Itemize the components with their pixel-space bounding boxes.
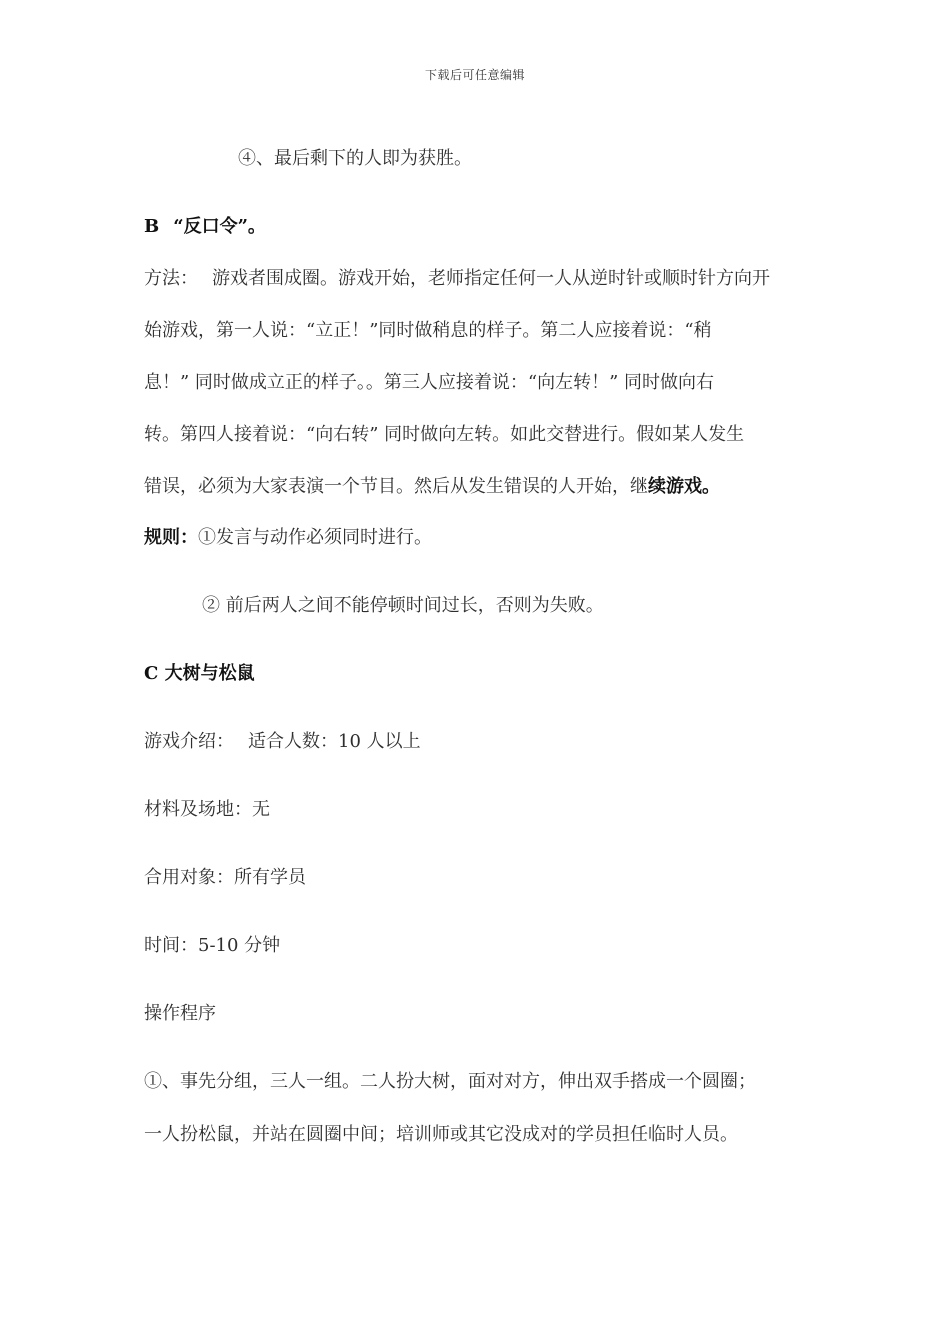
method-line-1 (144, 267, 770, 291)
method-text-5-bold: 续游戏。 (648, 476, 720, 497)
procedure-title: 操作程序 (144, 1003, 216, 1024)
audience-line: 合用对象：所有学员 (144, 867, 306, 888)
method-text-5: 错误，必须为大家表演一个节目。然后从发生错误的人开始，继 (144, 476, 648, 497)
intro-label: 游戏介绍： (144, 731, 234, 752)
method-label: 方法： (144, 268, 198, 289)
section-b-letter: B (144, 216, 160, 237)
section-b-title: “反口令”。 (173, 216, 266, 237)
section-c-heading: C 大树与松鼠 (144, 663, 255, 684)
procedure-line-1: ①、事先分组，三人一组。二人扮大树，面对对方，伸出双手搭成一个圆圈； (144, 1071, 756, 1092)
rule-item-4: ④、最后剩下的人即为获胜。 (238, 148, 472, 169)
method-line-2: 始游戏，第一人说：“立正！”同时做稍息的样子。第二人应接着说：“稍 (144, 320, 712, 341)
rules-line-1 (144, 526, 432, 550)
intro-value: 适合人数：10 人以上 (248, 731, 421, 752)
rules-label: 规则： (144, 527, 198, 548)
procedure-line-2: 一人扮松鼠，并站在圆圈中间；培训师或其它没成对的学员担任临时人员。 (144, 1124, 738, 1145)
page-header: 下载后可任意编辑 (424, 68, 525, 82)
rule-2: ② 前后两人之间不能停顿时间过长，否则为失败。 (202, 595, 604, 616)
method-line-5 (144, 475, 720, 499)
section-b-heading (144, 215, 266, 239)
intro-line (144, 730, 421, 754)
rule-1: ①发言与动作必须同时进行。 (198, 527, 432, 548)
method-line-3: 息！” 同时做成立正的样子。。第三人应接着说：“向左转！” 同时做向右 (144, 372, 715, 393)
method-text-1: 游戏者围成圈。游戏开始，老师指定任何一人从逆时针或顺时针方向开 (212, 268, 770, 289)
materials-line: 材料及场地：无 (144, 799, 270, 820)
method-line-4: 转。第四人接着说：“向右转” 同时做向左转。如此交替进行。假如某人发生 (144, 424, 745, 445)
time-line: 时间：5-10 分钟 (144, 935, 281, 956)
